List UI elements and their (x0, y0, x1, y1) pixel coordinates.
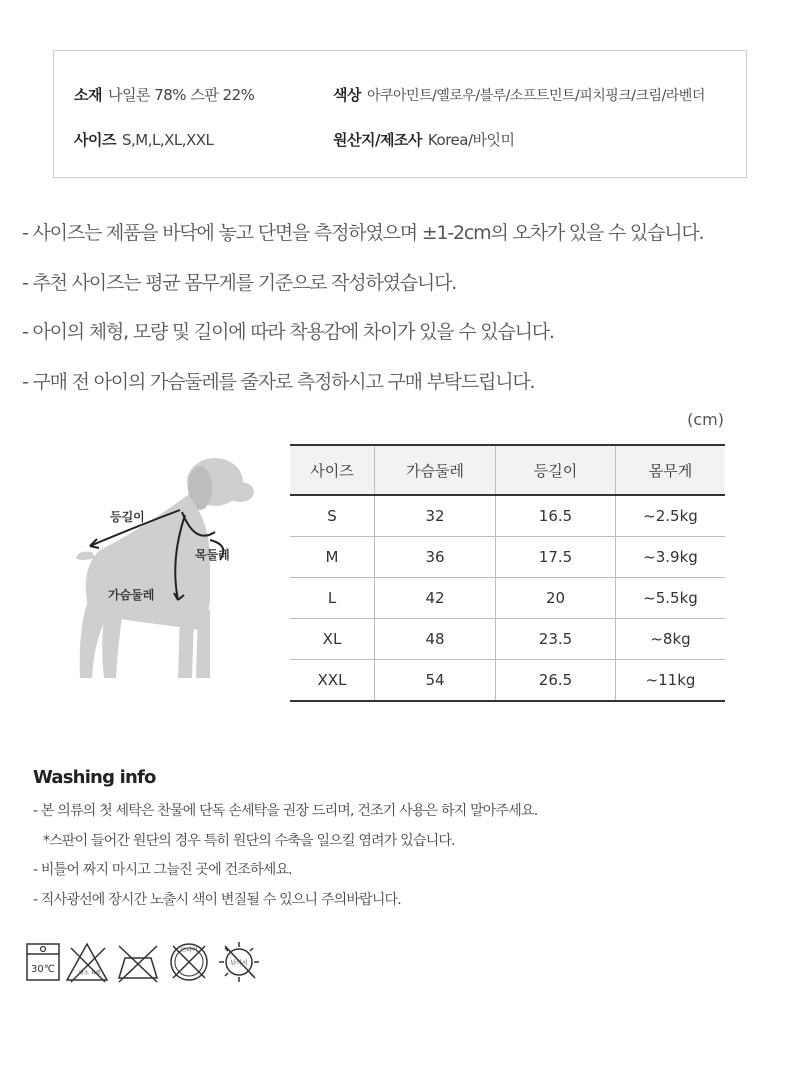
size-table (290, 444, 725, 702)
color-row (333, 84, 705, 105)
note-line: - 추천 사이즈는 평균 몸무게를 기준으로 작성하였습니다. (22, 271, 457, 294)
material-label: 소재 (74, 86, 102, 104)
cell-back: 16.5 (496, 495, 616, 537)
washing-line: *스판이 들어간 원단의 경우 특히 원단의 수축을 일으킬 염려가 있습니다. (43, 832, 455, 849)
dry-text: 드라이 (180, 947, 198, 954)
header-weight: 몸무게 (616, 445, 726, 495)
washing-line: - 본 의류의 첫 세탁은 찬물에 단독 손세탁을 권장 드리며, 건조기 사용은 하지 말아주세요. (33, 803, 538, 819)
bleach-left-text: 염소 (79, 970, 89, 976)
chest-label: 가슴둘레 (108, 588, 155, 602)
cell-weight: ~3.9kg (616, 537, 726, 578)
cell-weight: ~11kg (616, 660, 726, 702)
table-row (290, 537, 725, 578)
table-row (290, 619, 725, 660)
cell-chest: 36 (375, 537, 496, 578)
material-value: 나일론 78% 스판 22% (107, 86, 255, 104)
header-size: 사이즈 (290, 445, 375, 495)
no-dry-clean-icon (167, 938, 211, 988)
wash-temp-text: 30℃ (31, 964, 55, 975)
no-bleach-icon (65, 938, 109, 988)
size-label: 사이즈 (74, 131, 116, 149)
header-chest: 가슴둘레 (375, 445, 496, 495)
no-iron-icon (115, 938, 161, 988)
cell-size: XXL (290, 660, 375, 702)
table-row (290, 660, 725, 702)
dog-silhouette (60, 450, 270, 690)
note-line: - 사이즈는 제품을 바닥에 놓고 단면을 측정하였으며 ±1-2cm의 오차가 있을 수 있습니다. (22, 222, 704, 244)
cell-chest: 48 (375, 619, 496, 660)
cell-weight: ~8kg (616, 619, 726, 660)
cell-size: L (290, 578, 375, 619)
bleach-right-text: 표백 (91, 970, 101, 976)
cell-size: XL (290, 619, 375, 660)
note-line: - 아이의 체형, 모량 및 길이에 따라 착용감에 차이가 있을 수 있습니다. (22, 321, 554, 343)
color-value: 아쿠아민트/옐로우/블루/소프트민트/피치핑크/크림/라벤더 (366, 88, 705, 104)
washing-info-list (33, 800, 537, 918)
cell-back: 26.5 (496, 660, 616, 702)
size-row (74, 129, 213, 150)
cell-size: S (290, 495, 375, 537)
neck-label: 목둘레 (195, 548, 230, 562)
size-notes (22, 218, 703, 416)
header-back: 등길이 (496, 445, 616, 495)
wash-30-icon (25, 938, 61, 988)
origin-row (333, 129, 514, 150)
cell-weight: ~2.5kg (616, 495, 726, 537)
material-row (74, 84, 254, 105)
cell-back: 23.5 (496, 619, 616, 660)
size-value: S,M,L,XL,XXL (121, 131, 214, 149)
color-label: 색상 (333, 86, 361, 104)
dry-flat-shade-icon (217, 938, 261, 988)
table-row (290, 495, 725, 537)
washing-info-title: Washing info (33, 767, 156, 788)
back-length-label: 등길이 (110, 510, 145, 524)
note-line: - 구매 전 아이의 가슴둘레를 줄자로 측정하시고 구매 부탁드립니다. (22, 370, 535, 393)
sun-text: 뉘어서 (230, 960, 248, 967)
cell-chest: 32 (375, 495, 496, 537)
dog-measurement-illustration (60, 450, 270, 690)
origin-label: 원산지/제조사 (333, 131, 422, 149)
washing-line: - 직사광선에 장시간 노출시 색이 변질될 수 있으니 주의바랍니다. (33, 891, 401, 908)
unit-label: (cm) (687, 410, 724, 429)
cell-back: 20 (496, 578, 616, 619)
table-row (290, 578, 725, 619)
cell-back: 17.5 (496, 537, 616, 578)
washing-line: - 비틀어 짜지 마시고 그늘진 곳에 건조하세요. (33, 862, 292, 878)
cell-chest: 54 (375, 660, 496, 702)
origin-value: Korea/바잇미 (427, 131, 515, 149)
cell-weight: ~5.5kg (616, 578, 726, 619)
table-header-row (290, 445, 725, 495)
cell-chest: 42 (375, 578, 496, 619)
spec-box (53, 50, 747, 178)
cell-size: M (290, 537, 375, 578)
